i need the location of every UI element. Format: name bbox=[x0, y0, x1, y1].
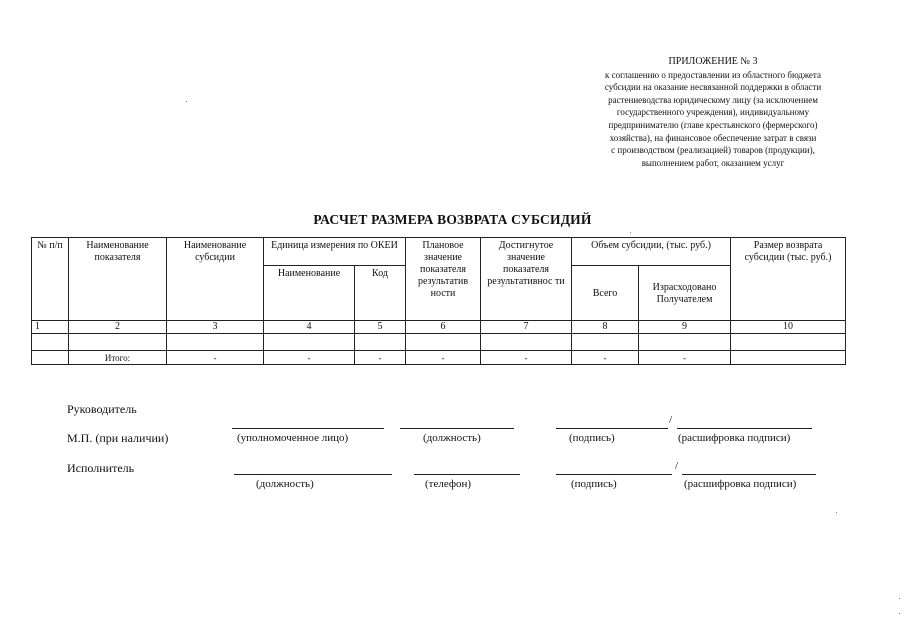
scan-speck bbox=[630, 232, 631, 233]
header-num: № п/п bbox=[32, 238, 69, 321]
total-value: - bbox=[572, 351, 639, 365]
header-volume-total: Всего bbox=[572, 266, 639, 321]
caption-position: (должность) bbox=[256, 478, 314, 490]
caption-signature-decoding: (расшифровка подписи) bbox=[678, 432, 791, 444]
appendix-line: предпринимателю (главе крестьянского (фермерского) bbox=[608, 119, 818, 130]
signature-line bbox=[682, 474, 816, 475]
header-unit-group: Единица измерения по ОКЕИ bbox=[264, 238, 406, 266]
scan-speck bbox=[186, 101, 187, 102]
total-label: Итого: bbox=[69, 351, 167, 365]
caption-phone: (телефон) bbox=[425, 478, 472, 490]
table-cell bbox=[355, 334, 406, 351]
table-cell bbox=[167, 334, 264, 351]
document-title: РАСЧЕТ РАЗМЕРА ВОЗВРАТА СУБСИДИЙ bbox=[313, 212, 592, 227]
appendix-line: субсидии на оказание несвязанной поддержки в области bbox=[604, 82, 822, 93]
table-cell bbox=[32, 334, 69, 351]
total-value: - bbox=[264, 351, 355, 365]
caption-signature: (подпись) bbox=[569, 432, 615, 444]
appendix-line: с производством (реализацией) товаров (продукции), bbox=[611, 145, 815, 156]
column-number: 1 bbox=[32, 321, 69, 334]
table-cell bbox=[406, 334, 481, 351]
column-number: 3 bbox=[167, 321, 264, 334]
signature-line bbox=[556, 474, 672, 475]
stamp-label: М.П. (при наличии) bbox=[67, 431, 169, 445]
appendix-line: хозяйства), на финансовое обеспечение затрат в связи bbox=[609, 132, 817, 143]
signature-line bbox=[414, 474, 520, 475]
header-volume-spent: Израсходовано Получателем bbox=[639, 266, 731, 321]
column-number: 7 bbox=[481, 321, 572, 334]
column-number-row bbox=[32, 321, 846, 334]
appendix-line: выполнением работ, оказанием услуг bbox=[641, 157, 785, 168]
table-cell bbox=[572, 334, 639, 351]
column-number: 8 bbox=[572, 321, 639, 334]
appendix-line: к соглашению о предоставлении из областного бюджета bbox=[605, 69, 821, 80]
total-value: - bbox=[406, 351, 481, 365]
caption-signature-decoding: (расшифровка подписи) bbox=[684, 478, 797, 490]
total-value: - bbox=[167, 351, 264, 365]
total-value: - bbox=[355, 351, 406, 365]
signature-line bbox=[400, 428, 514, 429]
header-achieved: Достигнутое значение показателя результативнос ти bbox=[481, 238, 572, 321]
signature-line bbox=[677, 428, 812, 429]
signature-line bbox=[556, 428, 668, 429]
scan-speck bbox=[899, 613, 900, 614]
column-number: 2 bbox=[69, 321, 167, 334]
header-refund: Размер возврата субсидии (тыс. руб.) bbox=[731, 238, 846, 321]
table-cell bbox=[731, 334, 846, 351]
caption-authorized-person: (уполномоченное лицо) bbox=[237, 432, 349, 444]
column-number: 5 bbox=[355, 321, 406, 334]
executor-label: Исполнитель bbox=[67, 461, 135, 475]
appendix-line: государственного учреждения), индивидуальному bbox=[616, 107, 810, 118]
header-subsidy-name: Наименование субсидии bbox=[167, 238, 264, 321]
header-indicator: Наименование показателя bbox=[69, 238, 167, 321]
scan-speck bbox=[899, 598, 900, 599]
table-cell bbox=[69, 334, 167, 351]
table-row bbox=[32, 334, 846, 351]
header-unit-code: Код bbox=[355, 266, 406, 321]
total-value bbox=[731, 351, 846, 365]
table-cell bbox=[639, 334, 731, 351]
caption-signature: (подпись) bbox=[571, 478, 617, 490]
header-volume-group: Объем субсидии, (тыс. руб.) bbox=[572, 238, 731, 266]
caption-position: (должность) bbox=[423, 432, 481, 444]
head-label: Руководитель bbox=[67, 402, 137, 416]
appendix-block bbox=[568, 56, 858, 169]
refund-calculation-table bbox=[31, 237, 846, 365]
column-number: 9 bbox=[639, 321, 731, 334]
header-planned: Плановое значение показателя результатив ности bbox=[406, 238, 481, 321]
header-unit-name: Наименование bbox=[264, 266, 355, 321]
total-row bbox=[32, 351, 846, 365]
scan-speck bbox=[836, 512, 837, 513]
table-cell bbox=[32, 351, 69, 365]
slash-separator: / bbox=[675, 460, 679, 472]
slash-separator: / bbox=[669, 414, 673, 426]
header-row bbox=[32, 238, 846, 266]
total-value: - bbox=[639, 351, 731, 365]
column-number: 6 bbox=[406, 321, 481, 334]
total-value: - bbox=[481, 351, 572, 365]
column-number: 10 bbox=[731, 321, 846, 334]
column-number: 4 bbox=[264, 321, 355, 334]
signature-line bbox=[232, 428, 384, 429]
signature-line bbox=[234, 474, 392, 475]
table-cell bbox=[264, 334, 355, 351]
table-cell bbox=[481, 334, 572, 351]
appendix-title: ПРИЛОЖЕНИЕ № 3 bbox=[668, 56, 758, 67]
appendix-line: растениеводства юридическому лицу (за исключением bbox=[608, 94, 818, 105]
